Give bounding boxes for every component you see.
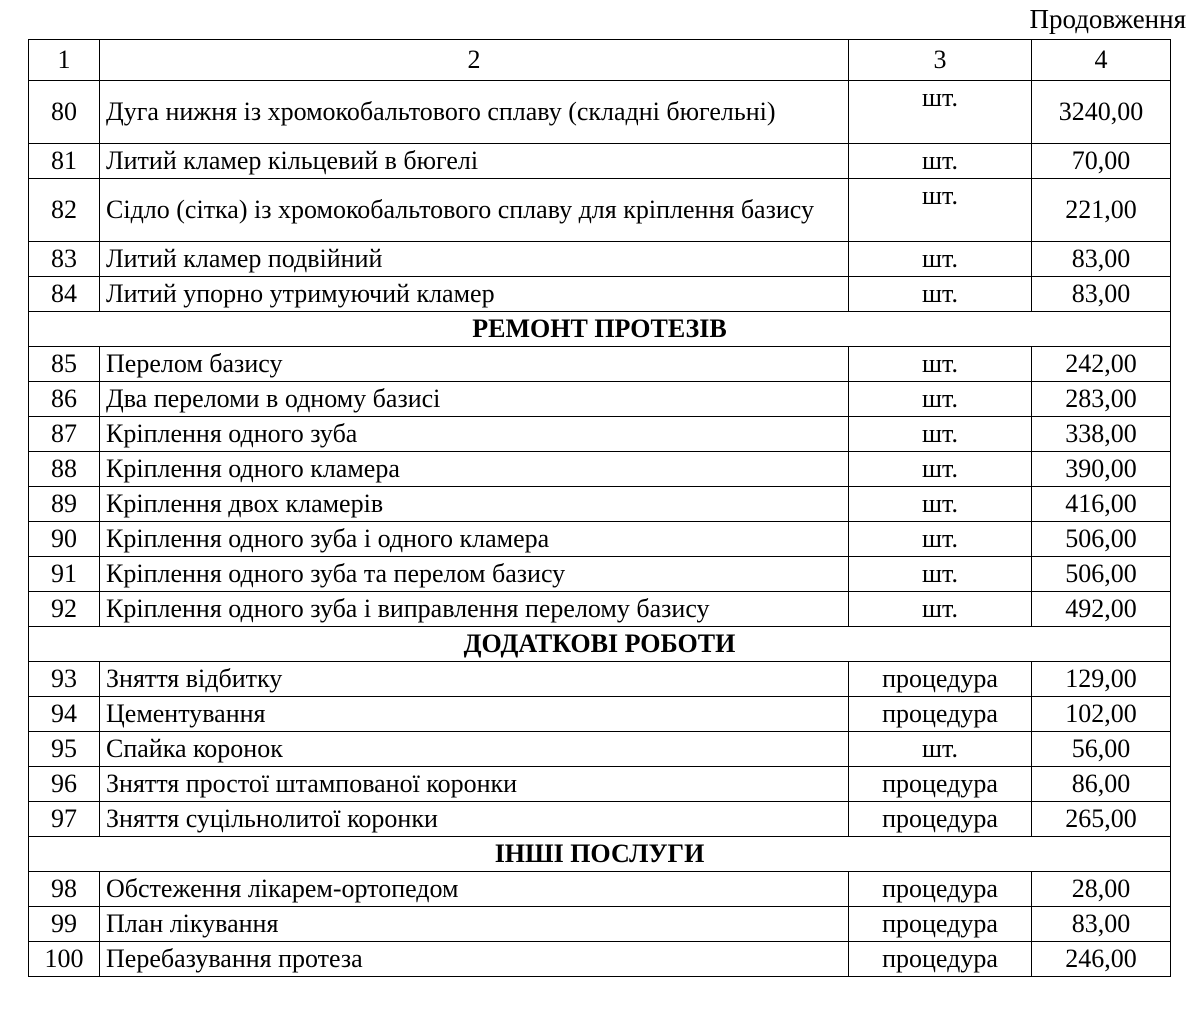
item-name: Кріплення одного зуба та перелом базису (100, 557, 849, 592)
item-price: 221,00 (1032, 179, 1171, 242)
item-name: Литий упорно утримуючий кламер (100, 277, 849, 312)
item-unit: процедура (849, 767, 1032, 802)
item-name: Кріплення одного зуба і одного кламера (100, 522, 849, 557)
item-number: 85 (29, 347, 100, 382)
item-name: Кріплення одного зуба і виправлення перелому базису (100, 592, 849, 627)
item-number: 100 (29, 942, 100, 977)
item-price: 506,00 (1032, 522, 1171, 557)
item-unit: шт. (849, 522, 1032, 557)
item-name: Цементування (100, 697, 849, 732)
item-price: 492,00 (1032, 592, 1171, 627)
item-number: 97 (29, 802, 100, 837)
item-number: 87 (29, 417, 100, 452)
item-number: 91 (29, 557, 100, 592)
item-price: 28,00 (1032, 872, 1171, 907)
table-row (29, 242, 1171, 277)
table-row (29, 417, 1171, 452)
column-number-1: 1 (29, 40, 100, 81)
table-row (29, 907, 1171, 942)
section-title: РЕМОНТ ПРОТЕЗІВ (29, 312, 1171, 347)
item-price: 3240,00 (1032, 81, 1171, 144)
table-row (29, 802, 1171, 837)
table-row (29, 144, 1171, 179)
price-table (28, 39, 1171, 977)
item-unit: шт. (849, 347, 1032, 382)
table-row (29, 732, 1171, 767)
item-name: Литий кламер подвійний (100, 242, 849, 277)
item-name: Зняття простої штампованої коронки (100, 767, 849, 802)
table-row (29, 487, 1171, 522)
section-header-row (29, 627, 1171, 662)
item-unit: процедура (849, 697, 1032, 732)
item-price: 242,00 (1032, 347, 1171, 382)
item-number: 98 (29, 872, 100, 907)
item-number: 83 (29, 242, 100, 277)
item-price: 86,00 (1032, 767, 1171, 802)
column-number-4: 4 (1032, 40, 1171, 81)
item-unit: шт. (849, 487, 1032, 522)
item-unit: шт. (849, 732, 1032, 767)
price-table-body (29, 40, 1171, 977)
item-number: 80 (29, 81, 100, 144)
item-name: Кріплення одного зуба (100, 417, 849, 452)
item-number: 81 (29, 144, 100, 179)
table-row (29, 347, 1171, 382)
item-price: 83,00 (1032, 242, 1171, 277)
item-number: 94 (29, 697, 100, 732)
item-number: 88 (29, 452, 100, 487)
column-number-row (29, 40, 1171, 81)
item-name: Литий кламер кільцевий в бюгелі (100, 144, 849, 179)
item-name: Кріплення одного кламера (100, 452, 849, 487)
item-name: Кріплення двох кламерів (100, 487, 849, 522)
item-price: 56,00 (1032, 732, 1171, 767)
item-number: 89 (29, 487, 100, 522)
item-name: Дуга нижня із хромокобальтового сплаву (складні бюгельні) (100, 81, 849, 144)
item-name: Сідло (сітка) із хромокобальтового сплаву для кріплення базису (100, 179, 849, 242)
section-header-row (29, 312, 1171, 347)
item-unit: процедура (849, 942, 1032, 977)
item-unit: шт. (849, 144, 1032, 179)
item-unit: шт. (849, 81, 1032, 144)
table-row (29, 522, 1171, 557)
item-price: 129,00 (1032, 662, 1171, 697)
item-price: 338,00 (1032, 417, 1171, 452)
item-name: Обстеження лікарем-ортопедом (100, 872, 849, 907)
item-number: 95 (29, 732, 100, 767)
item-price: 283,00 (1032, 382, 1171, 417)
column-number-3: 3 (849, 40, 1032, 81)
item-unit: шт. (849, 242, 1032, 277)
item-price: 102,00 (1032, 697, 1171, 732)
item-unit: процедура (849, 802, 1032, 837)
table-row (29, 767, 1171, 802)
table-row (29, 697, 1171, 732)
column-number-2: 2 (100, 40, 849, 81)
item-number: 82 (29, 179, 100, 242)
item-unit: шт. (849, 382, 1032, 417)
table-row (29, 942, 1171, 977)
table-row (29, 662, 1171, 697)
item-price: 246,00 (1032, 942, 1171, 977)
item-unit: процедура (849, 907, 1032, 942)
item-number: 96 (29, 767, 100, 802)
item-name: Зняття відбитку (100, 662, 849, 697)
item-number: 90 (29, 522, 100, 557)
item-name: Перелом базису (100, 347, 849, 382)
item-name: Перебазування протеза (100, 942, 849, 977)
item-name: План лікування (100, 907, 849, 942)
table-row (29, 81, 1171, 144)
item-price: 390,00 (1032, 452, 1171, 487)
item-name: Спайка коронок (100, 732, 849, 767)
item-price: 83,00 (1032, 907, 1171, 942)
continuation-label: Продовження (1029, 4, 1186, 34)
table-row (29, 277, 1171, 312)
item-price: 70,00 (1032, 144, 1171, 179)
item-unit: шт. (849, 452, 1032, 487)
item-number: 99 (29, 907, 100, 942)
item-unit: шт. (849, 557, 1032, 592)
item-number: 86 (29, 382, 100, 417)
item-number: 92 (29, 592, 100, 627)
item-unit: шт. (849, 277, 1032, 312)
item-unit: процедура (849, 662, 1032, 697)
item-number: 84 (29, 277, 100, 312)
item-unit: шт. (849, 592, 1032, 627)
item-name: Зняття суцільнолитої коронки (100, 802, 849, 837)
table-row (29, 872, 1171, 907)
item-price: 83,00 (1032, 277, 1171, 312)
table-row (29, 382, 1171, 417)
item-price: 506,00 (1032, 557, 1171, 592)
item-unit: шт. (849, 179, 1032, 242)
section-title: ІНШІ ПОСЛУГИ (29, 837, 1171, 872)
item-number: 93 (29, 662, 100, 697)
item-price: 265,00 (1032, 802, 1171, 837)
table-row (29, 592, 1171, 627)
section-header-row (29, 837, 1171, 872)
item-price: 416,00 (1032, 487, 1171, 522)
table-row (29, 557, 1171, 592)
section-title: ДОДАТКОВІ РОБОТИ (29, 627, 1171, 662)
table-row (29, 452, 1171, 487)
item-unit: шт. (849, 417, 1032, 452)
table-row (29, 179, 1171, 242)
item-name: Два переломи в одному базисі (100, 382, 849, 417)
item-unit: процедура (849, 872, 1032, 907)
